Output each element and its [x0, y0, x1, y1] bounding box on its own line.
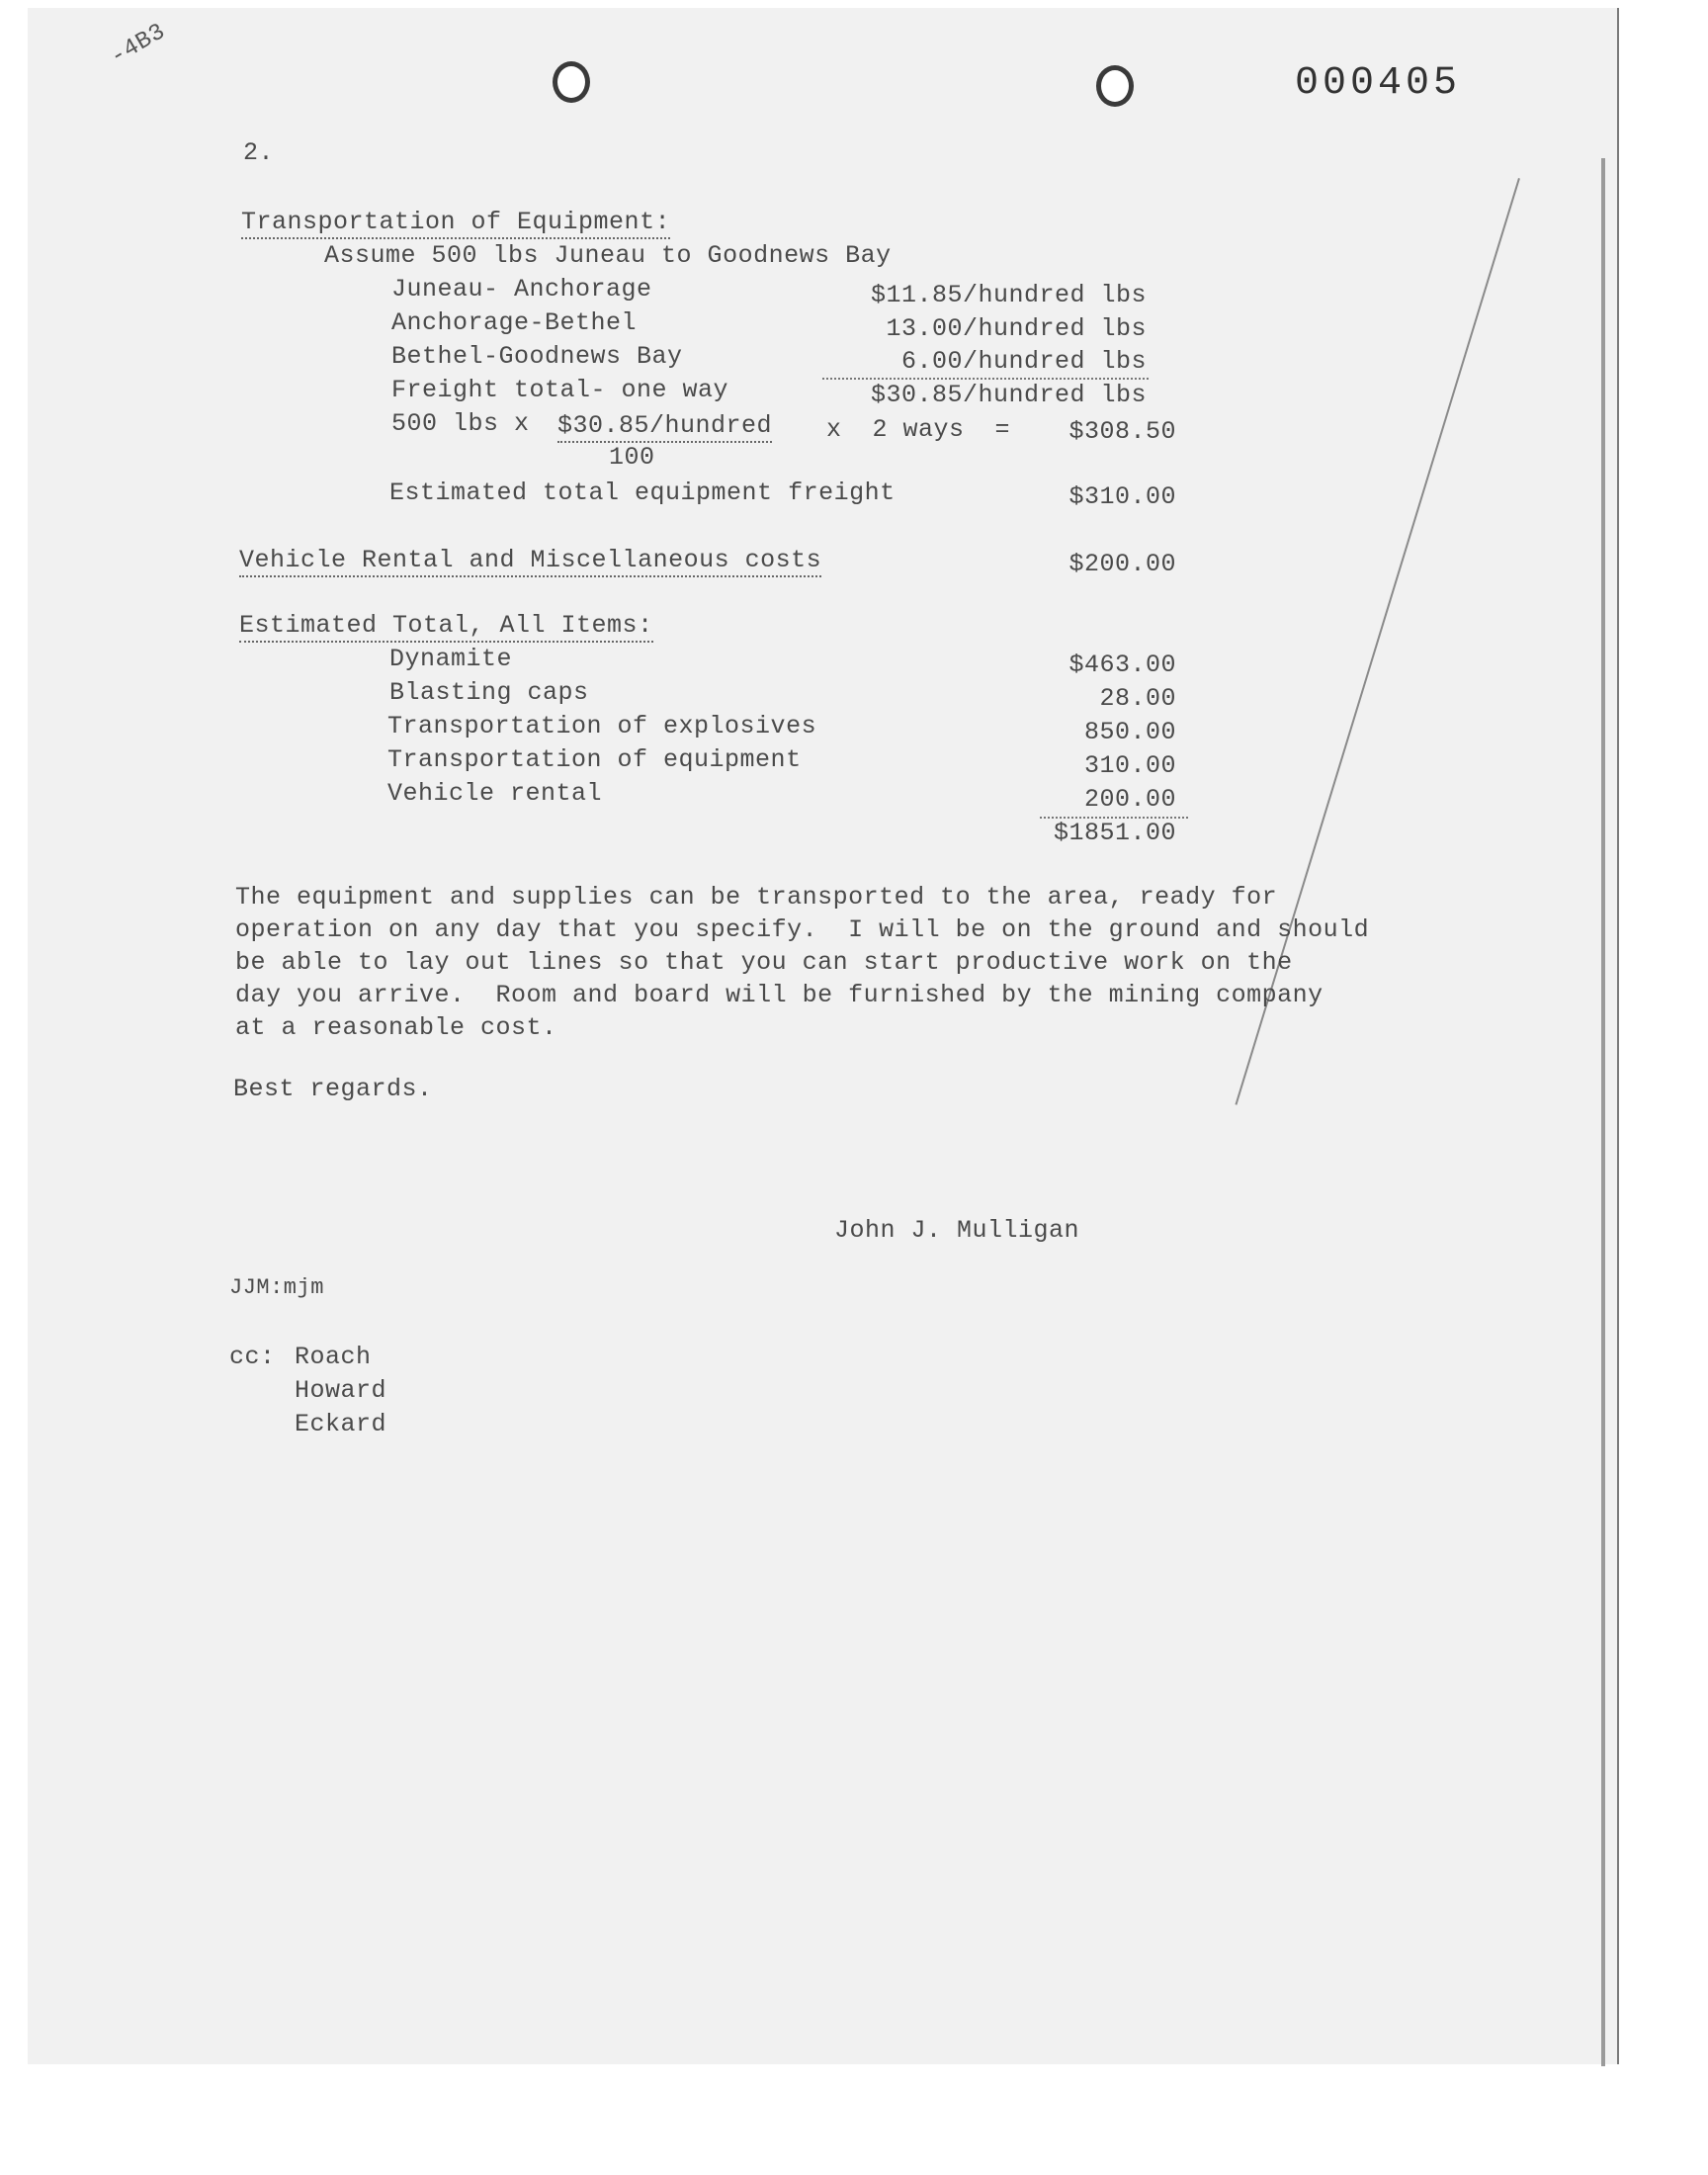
- calc-denominator: 100: [609, 443, 655, 472]
- body-line: The equipment and supplies can be transported to the area, ready for: [235, 883, 1278, 912]
- route-rate: 13.00/hundred lbs: [886, 314, 1147, 343]
- total-item-value: 28.00: [1099, 684, 1176, 713]
- total-item-label: Vehicle rental: [387, 779, 603, 808]
- signature-name: John J. Mulligan: [834, 1216, 1080, 1245]
- document-number: 000405: [1295, 61, 1462, 106]
- vehicle-rental-label: Vehicle Rental and Miscellaneous costs: [239, 546, 821, 577]
- closing: Best regards.: [233, 1075, 433, 1103]
- route-rate: 6.00/hundred lbs: [900, 347, 1147, 376]
- route-label: Bethel-Goodnews Bay: [391, 342, 683, 371]
- total-item-label: Blasting caps: [389, 678, 589, 707]
- calc-multiplier: x 2 ways =: [826, 415, 1011, 444]
- body-line: at a reasonable cost.: [235, 1013, 557, 1042]
- cc-label: cc:: [229, 1343, 276, 1371]
- route-label: Anchorage-Bethel: [391, 308, 638, 337]
- route-label: Freight total- one way: [391, 376, 729, 404]
- cc-recipient: Roach: [295, 1343, 372, 1371]
- corner-handwritten-mark: -4B3: [106, 18, 171, 72]
- typist-initials: JJM:mjm: [229, 1275, 324, 1300]
- total-item-value: 200.00: [1083, 785, 1176, 814]
- page-number: 2.: [243, 138, 275, 167]
- vehicle-rental-value: $200.00: [1068, 550, 1176, 578]
- cc-recipient: Howard: [295, 1376, 387, 1405]
- total-item-value: $463.00: [1068, 651, 1176, 679]
- route-label: Juneau- Anchorage: [391, 275, 652, 304]
- subtotal-rule: [822, 378, 1149, 380]
- route-rate: $30.85/hundred lbs: [870, 381, 1147, 409]
- grand-total-value: $1851.00: [1053, 819, 1176, 847]
- body-line: be able to lay out lines so that you can start productive work on the: [235, 948, 1293, 977]
- equipment-heading: Transportation of Equipment:: [241, 208, 670, 239]
- equipment-assumption: Assume 500 lbs Juneau to Goodnews Bay: [324, 241, 892, 270]
- totals-heading: Estimated Total, All Items:: [239, 611, 653, 643]
- total-item-label: Dynamite: [389, 645, 513, 673]
- punch-hole-right: [1096, 65, 1134, 107]
- route-rate: $11.85/hundred lbs: [870, 281, 1147, 309]
- equipment-estimate-label: Estimated total equipment freight: [389, 478, 896, 507]
- calc-numerator: $30.85/hundred: [557, 411, 772, 443]
- body-line: operation on any day that you specify. I will be on the ground and should: [235, 915, 1370, 944]
- calc-result: $308.50: [1068, 417, 1176, 446]
- total-item-value: 850.00: [1083, 718, 1176, 746]
- cc-recipient: Eckard: [295, 1410, 387, 1438]
- page-edge-shadow: [1601, 158, 1605, 2066]
- total-item-label: Transportation of equipment: [387, 745, 802, 774]
- body-line: day you arrive. Room and board will be furnished by the mining company: [235, 981, 1324, 1009]
- calc-weight: 500 lbs x: [391, 409, 530, 438]
- punch-hole-left: [553, 61, 590, 103]
- total-item-label: Transportation of explosives: [387, 712, 817, 740]
- equipment-estimate-value: $310.00: [1068, 482, 1176, 511]
- total-item-value: 310.00: [1083, 751, 1176, 780]
